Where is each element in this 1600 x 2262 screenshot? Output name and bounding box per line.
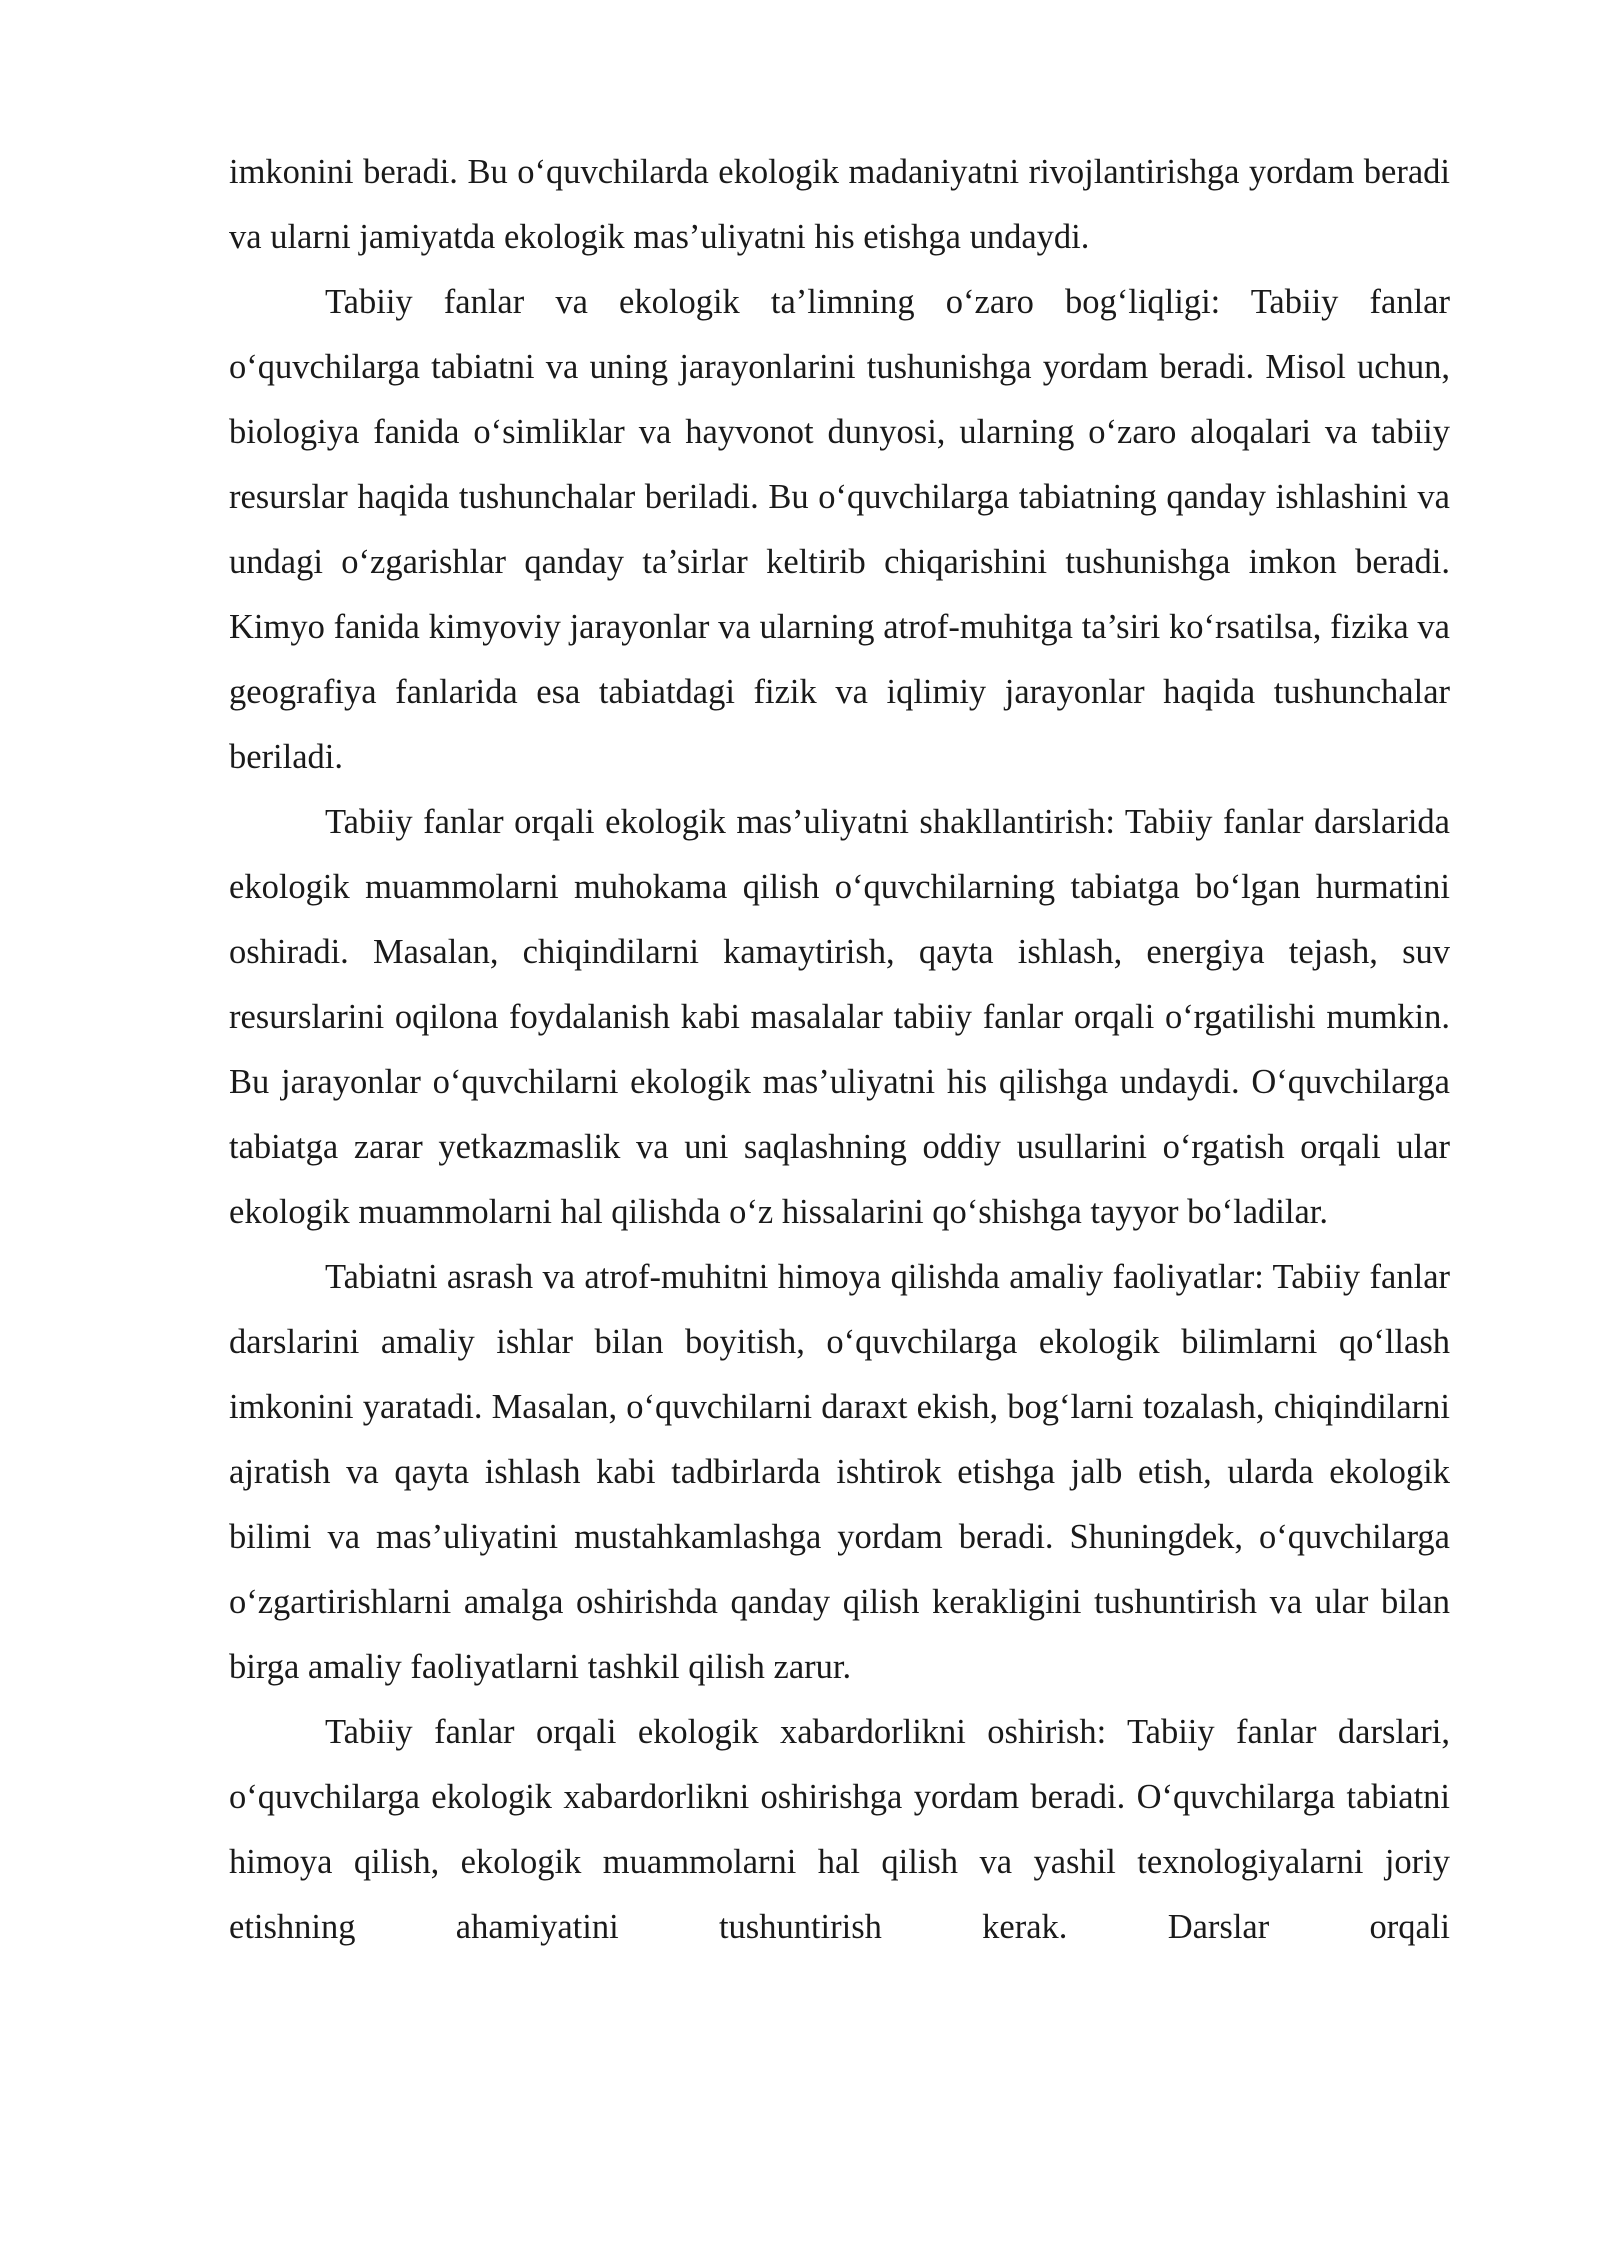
paragraph-1-text: imkonini beradi. Bu o‘quvchilarda ekologik madaniyatni rivojlantirishga yordam beradi va ularni jamiyatda ekologik mas’uliyatni his etishga undaydi. (229, 153, 1450, 256)
document-page (229, 140, 1450, 1960)
paragraph-5-text: Tabiiy fanlar orqali ekologik xabardorlikni oshirish: Tabiiy fanlar darslari, o‘quvchilarga ekologik xabardorlikni oshirishga yordam beradi. O‘quvchilarga tabiatni himoya qilish, ekologik muammolarni hal qilish va yashil texnologiyalarni joriy etishning ahamiyatini tushuntirish kerak. Darslar orqali (229, 1713, 1450, 1946)
paragraph-4 (229, 1245, 1450, 1700)
paragraph-4-text: Tabiatni asrash va atrof-muhitni himoya qilishda amaliy faoliyatlar: Tabiiy fanlar darslarini amaliy ishlar bilan boyitish, o‘quvchilarga ekologik bilimlarni qo‘llash imkonini yaratadi. Masalan, o‘quvchilarni daraxt ekish, bog‘larni tozalash, chiqindilarni ajratish va qayta ishlash kabi tadbirlarda ishtirok etishga jalb etish, ularda ekologik bilimi va mas’uliyatini mustahkamlashga yordam beradi. Shuningdek, o‘quvchilarga o‘zgartirishlarni amalga oshirishda qanday qilish kerakligini tushuntirish va ular bilan birga amaliy faoliyatlarni tashkil qilish zarur. (229, 1258, 1450, 1686)
paragraph-3-text: Tabiiy fanlar orqali ekologik mas’uliyatni shakllantirish: Tabiiy fanlar darslarida ekologik muammolarni muhokama qilish o‘quvchilarning tabiatga bo‘lgan hurmatini oshiradi. Masalan, chiqindilarni kamaytirish, qayta ishlash, energiya tejash, suv resurslarini oqilona foydalanish kabi masalalar tabiiy fanlar orqali o‘rgatilishi mumkin. Bu jarayonlar o‘quvchilarni ekologik mas’uliyatni his qilishga undaydi. O‘quvchilarga tabiatga zarar yetkazmaslik va uni saqlashning oddiy usullarini o‘rgatish orqali ular ekologik muammolarni hal qilishda o‘z hissalarini qo‘shishga tayyor bo‘ladilar. (229, 803, 1450, 1231)
paragraph-2-text: Tabiiy fanlar va ekologik ta’limning o‘zaro bog‘liqligi: Tabiiy fanlar o‘quvchilarga tabiatni va uning jarayonlarini tushunishga yordam beradi. Misol uchun, biologiya fanida o‘simliklar va hayvonot dunyosi, ularning o‘zaro aloqalari va tabiiy resurslar haqida tushunchalar beriladi. Bu o‘quvchilarga tabiatning qanday ishlashini va undagi o‘zgarishlar qanday ta’sirlar keltirib chiqarishini tushunishga imkon beradi. Kimyo fanida kimyoviy jarayonlar va ularning atrof-muhitga ta’siri ko‘rsatilsa, fizika va geografiya fanlarida esa tabiatdagi fizik va iqlimiy jarayonlar haqida tushunchalar beriladi. (229, 283, 1450, 776)
paragraph-5 (229, 1700, 1450, 1960)
paragraph-3 (229, 790, 1450, 1245)
paragraph-1 (229, 140, 1450, 270)
paragraph-2 (229, 270, 1450, 790)
